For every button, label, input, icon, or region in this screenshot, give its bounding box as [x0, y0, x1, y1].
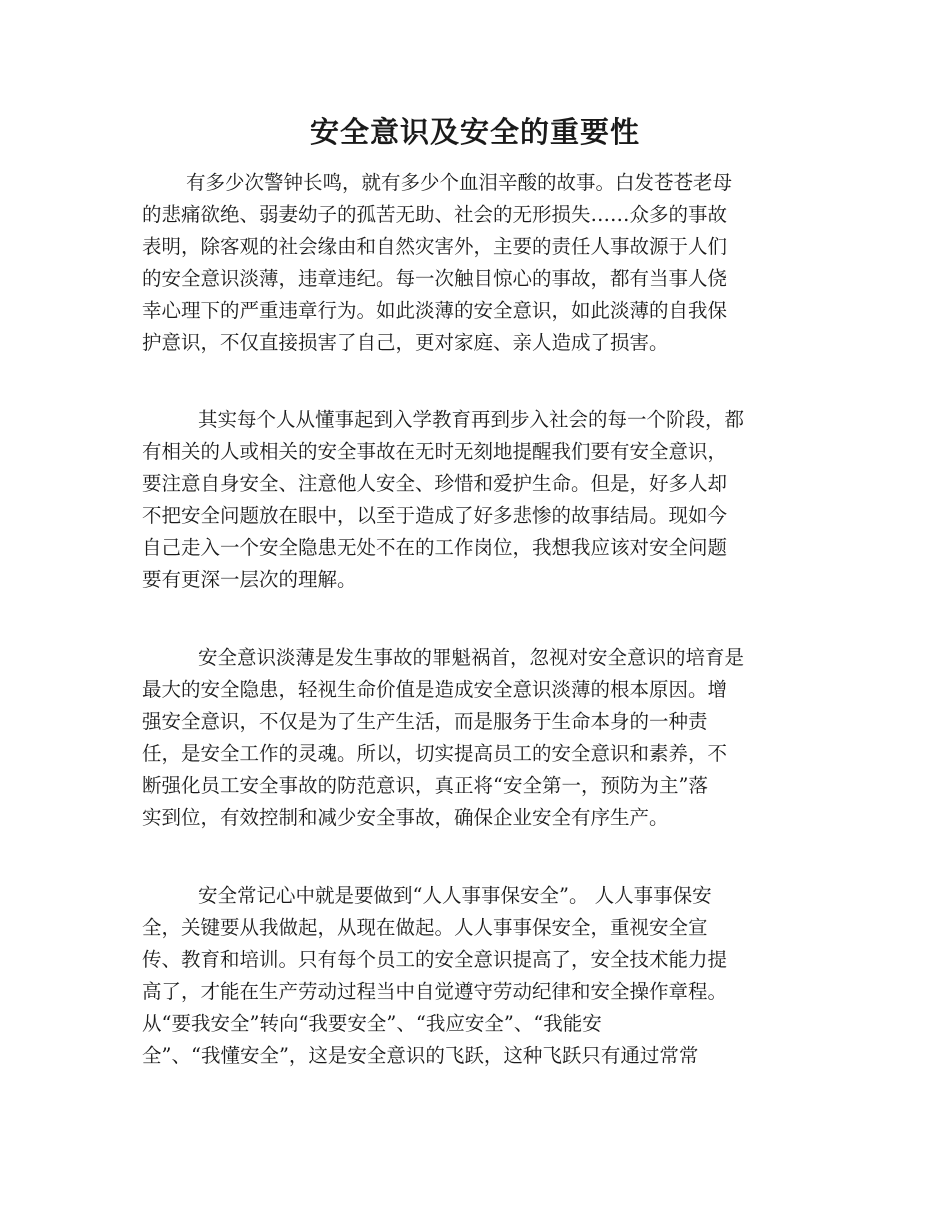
text-line: 最大的安全隐患，轻视生命价值是造成安全意识淡薄的根本原因。增 [142, 678, 728, 701]
text-line: 有多少次警钟长鸣，就有多少个血泪辛酸的故事。白发苍苍老母 [186, 171, 733, 194]
paragraph-4 [142, 880, 810, 1072]
text-line: 自己走入一个安全隐患无处不在的工作岗位，我想我应该对安全问题 [142, 536, 728, 559]
text-line: 要注意自身安全、注意他人安全、珍惜和爱护生命。但是，好多人却 [142, 472, 728, 495]
text-line: 传、教育和培训。只有每个员工的安全意识提高了，安全技术能力提 [142, 948, 728, 971]
paragraph-3 [142, 642, 810, 834]
text-line: 安全常记心中就是要做到“人人事事保安全”。 人人事事保安 [198, 884, 712, 907]
text-line: 要有更深一层次的理解。 [142, 568, 357, 591]
text-line: 从“要我安全”转向“我要安全”、“我应安全”、“我能安 [142, 1012, 602, 1035]
text-line: 断强化员工安全事故的防范意识，真正将“安全第一，预防为主”落 [142, 774, 708, 797]
text-line: 有相关的人或相关的安全事故在无时无刻地提醒我们要有安全意识， [142, 440, 728, 463]
text-line: 表明，除客观的社会缘由和自然灾害外，主要的责任人事故源于人们 [142, 235, 728, 258]
text-line: 强安全意识，不仅是为了生产生活，而是服务于生命本身的一种责 [142, 710, 708, 733]
document-title: 安全意识及安全的重要性 [309, 115, 640, 149]
text-line: 任，是安全工作的灵魂。所以，切实提高员工的安全意识和素养，不 [142, 742, 728, 765]
text-line: 全，关键要从我做起，从现在做起。人人事事保安全，重视安全宣 [142, 916, 708, 939]
text-line: 实到位，有效控制和减少安全事故，确保企业安全有序生产。 [142, 806, 669, 829]
text-line: 的安全意识淡薄，违章违纪。每一次触目惊心的事故，都有当事人侥 [142, 267, 728, 290]
text-line: 高了，才能在生产劳动过程当中自觉遵守劳动纪律和安全操作章程。 [142, 980, 728, 1003]
text-line: 幸心理下的严重违章行为。如此淡薄的安全意识，如此淡薄的自我保 [142, 299, 728, 322]
text-line: 护意识，不仅直接损害了自己，更对家庭、亲人造成了损害。 [142, 331, 669, 354]
text-line: 的悲痛欲绝、弱妻幼子的孤苦无助、社会的无形损失……众多的事故 [142, 203, 728, 226]
paragraph-1 [142, 167, 810, 359]
text-line: 其实每个人从懂事起到入学教育再到步入社会的每一个阶段，都 [198, 408, 745, 431]
text-line: 安全意识淡薄是发生事故的罪魁祸首，忽视对安全意识的培育是 [198, 646, 745, 669]
paragraph-2 [142, 404, 810, 596]
text-line: 不把安全问题放在眼中，以至于造成了好多悲惨的故事结局。现如今 [142, 504, 728, 527]
text-line: 全”、“我懂安全”，这是安全意识的飞跃，这种飞跃只有通过常常 [142, 1044, 699, 1067]
